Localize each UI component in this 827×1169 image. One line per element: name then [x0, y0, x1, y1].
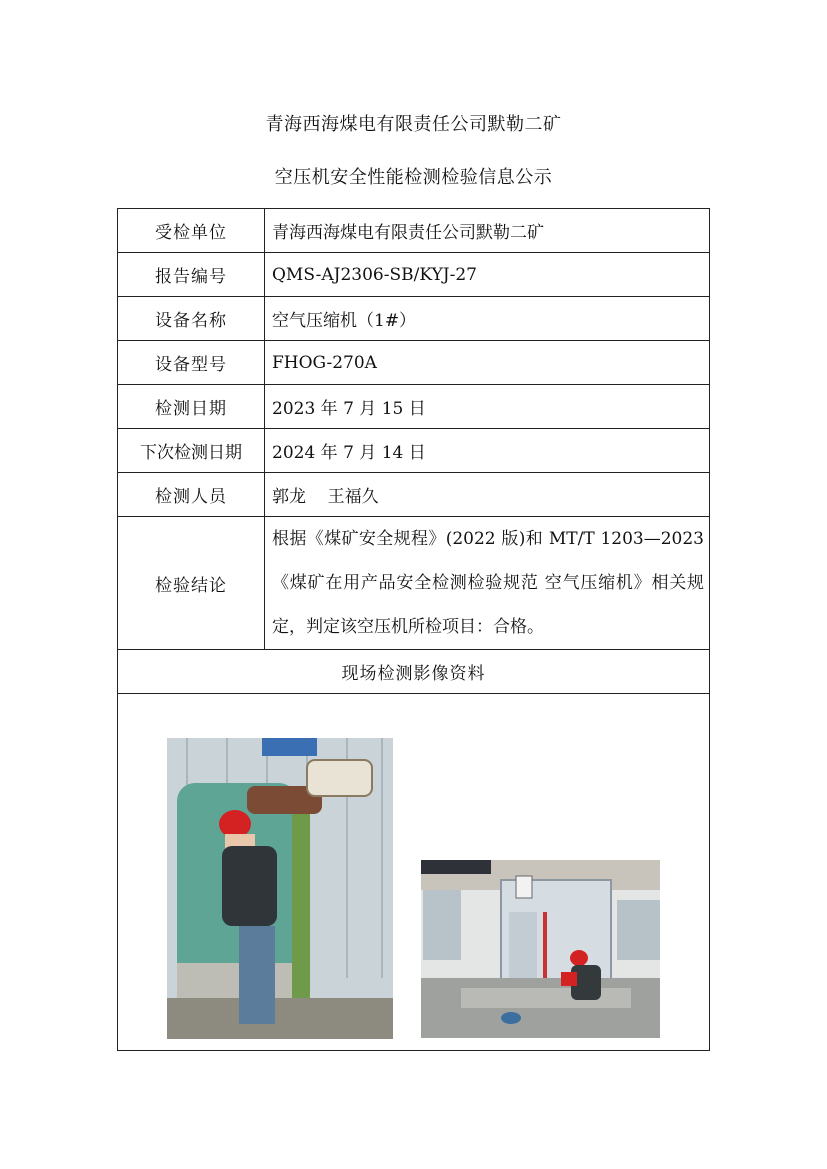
tank-photo-image	[167, 738, 393, 1039]
row-value: 空气压缩机（1#）	[265, 297, 710, 341]
photos-cell	[118, 694, 710, 1051]
conclusion-text: 根据《煤矿安全规程》(2022 版)和 MT/T 1203—2023《煤矿在用产品安全检测检验规范 空气压缩机》相关规定，判定该空压机所检项目：合格。	[265, 517, 710, 650]
photos-section-header	[118, 650, 710, 694]
row-value: 郭龙 王福久	[265, 473, 710, 517]
row-label: 下次检测日期	[118, 429, 265, 473]
row-label: 设备型号	[118, 341, 265, 385]
photos-section-title: 现场检测影像资料	[118, 650, 710, 694]
row-value: QMS-AJ2306-SB/KYJ-27	[265, 253, 710, 297]
compressor-photo-image	[421, 860, 660, 1038]
table-row	[118, 429, 710, 473]
row-value: FHOG-270A	[265, 341, 710, 385]
row-label: 检测人员	[118, 473, 265, 517]
row-value: 青海西海煤电有限责任公司默勒二矿	[265, 209, 710, 253]
conclusion-row	[118, 517, 710, 650]
table-row	[118, 253, 710, 297]
row-label: 检测日期	[118, 385, 265, 429]
info-table	[117, 208, 710, 1051]
table-row	[118, 385, 710, 429]
document-subtitle: 空压机安全性能检测检验信息公示	[274, 167, 553, 188]
row-label: 报告编号	[118, 253, 265, 297]
inspection-photo-compressor	[421, 860, 660, 1038]
row-label: 设备名称	[118, 297, 265, 341]
inspection-photo-tank	[167, 738, 393, 1039]
table-row	[118, 209, 710, 253]
photos-row	[118, 694, 710, 1051]
table-row	[118, 341, 710, 385]
row-label: 受检单位	[118, 209, 265, 253]
row-value: 2023 年 7 月 15 日	[265, 385, 710, 429]
table-row	[118, 297, 710, 341]
company-title: 青海西海煤电有限责任公司默勒二矿	[265, 114, 562, 135]
row-value: 2024 年 7 月 14 日	[265, 429, 710, 473]
table-row	[118, 473, 710, 517]
conclusion-label: 检验结论	[118, 517, 265, 650]
